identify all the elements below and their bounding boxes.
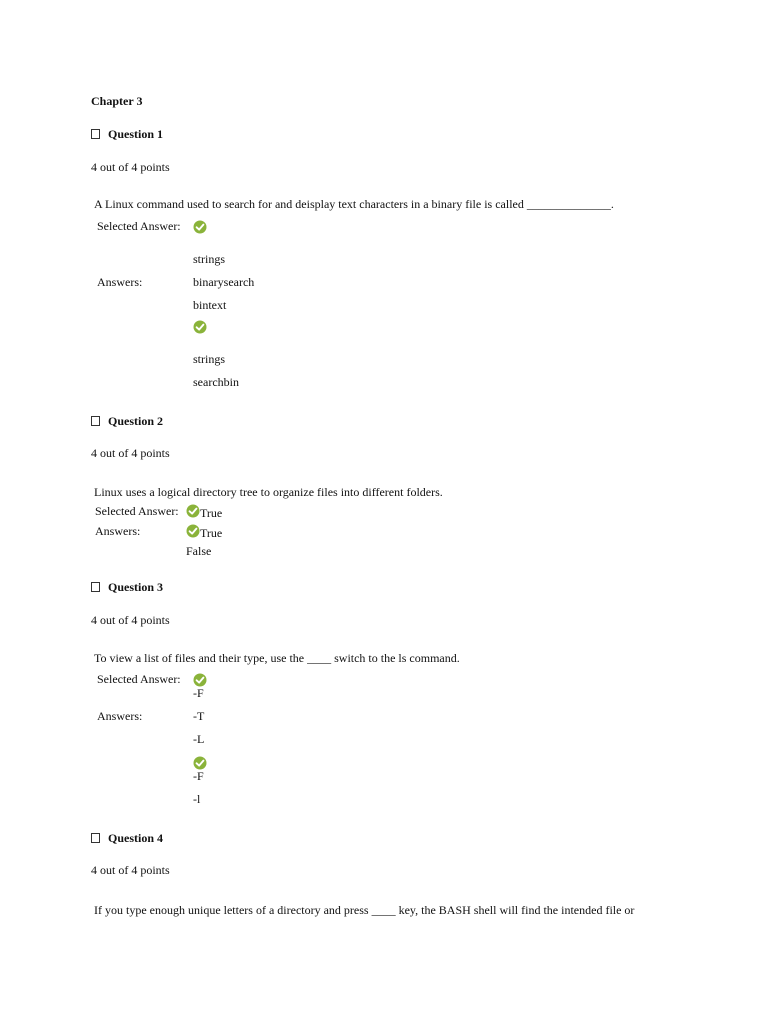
question-1-text: A Linux command used to search for and deisplay text characters in a binary file is called ______________.	[94, 197, 614, 211]
question-2-text: Linux uses a logical directory tree to organize files into different folders.	[94, 485, 443, 499]
question-2-title: Question 2	[108, 414, 164, 428]
answer-option: binarysearch	[193, 275, 255, 289]
collapse-box-icon[interactable]	[91, 416, 100, 426]
question-1-points: 4 out of 4 points	[91, 160, 170, 174]
answers-label: Answers:	[97, 709, 143, 723]
correct-check-icon	[193, 320, 207, 334]
selected-answer-label: Selected Answer:	[97, 219, 181, 233]
answer-option: -F	[193, 769, 204, 783]
question-4-text: If you type enough unique letters of a directory and press ____ key, the BASH shell will find the intended file or	[94, 903, 635, 917]
question-3-text: To view a list of files and their type, use the ____ switch to the ls command.	[94, 651, 460, 665]
answer-option: -L	[193, 732, 205, 746]
answer-option: True	[200, 526, 223, 540]
collapse-box-icon[interactable]	[91, 582, 100, 592]
answer-option: -l	[193, 792, 201, 806]
selected-answer-value: True	[200, 506, 223, 520]
selected-answer-label: Selected Answer:	[97, 672, 181, 686]
answer-option: strings	[193, 252, 226, 266]
question-4-points: 4 out of 4 points	[91, 863, 170, 877]
correct-check-icon	[193, 673, 207, 687]
question-1-title: Question 1	[108, 127, 164, 141]
answer-option: strings	[193, 352, 226, 366]
answer-option: False	[186, 544, 212, 558]
answer-option: -T	[193, 709, 205, 723]
selected-answer-value: -F	[193, 686, 204, 700]
question-3-title: Question 3	[108, 580, 164, 594]
question-3-heading[interactable]	[91, 580, 163, 594]
answer-option: bintext	[193, 298, 227, 312]
question-1-heading[interactable]	[91, 127, 163, 141]
answers-label: Answers:	[97, 275, 143, 289]
question-4-heading[interactable]	[91, 831, 163, 845]
question-3-points: 4 out of 4 points	[91, 613, 170, 627]
collapse-box-icon[interactable]	[91, 129, 100, 139]
answers-label: Answers:	[95, 524, 141, 538]
question-2-points: 4 out of 4 points	[91, 446, 170, 460]
question-2-heading[interactable]	[91, 414, 163, 428]
correct-check-icon	[193, 220, 207, 234]
collapse-box-icon[interactable]	[91, 833, 100, 843]
correct-check-icon	[193, 756, 207, 770]
chapter-title: Chapter 3	[91, 94, 143, 108]
selected-answer-label: Selected Answer:	[95, 504, 179, 518]
answer-option: searchbin	[193, 375, 239, 389]
correct-check-icon	[186, 524, 200, 538]
correct-check-icon	[186, 504, 200, 518]
question-4-title: Question 4	[108, 831, 164, 845]
